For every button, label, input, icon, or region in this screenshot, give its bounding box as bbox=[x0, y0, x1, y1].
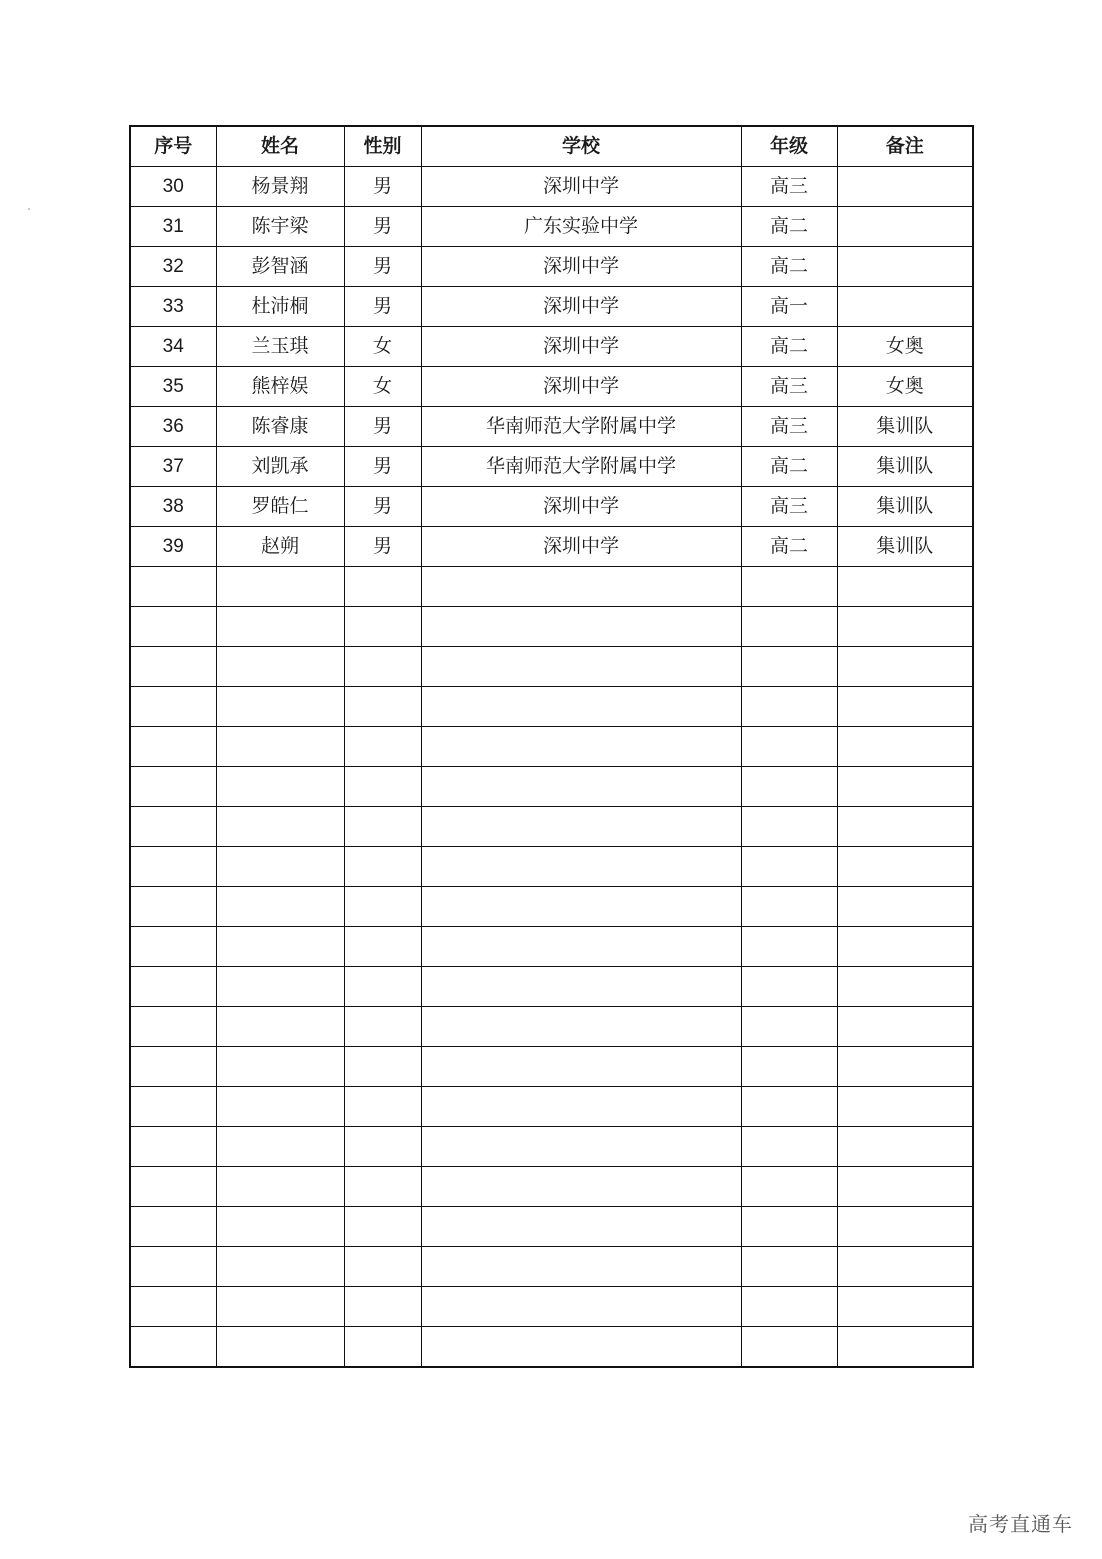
header-name: 姓名 bbox=[216, 126, 344, 167]
cell-seq: 36 bbox=[130, 407, 216, 447]
table-row bbox=[130, 1327, 973, 1368]
cell-seq bbox=[130, 807, 216, 847]
cell-grade bbox=[741, 807, 837, 847]
cell-note: 女奥 bbox=[837, 367, 973, 407]
cell-school: 深圳中学 bbox=[421, 367, 741, 407]
cell-grade: 高二 bbox=[741, 207, 837, 247]
header-gender: 性别 bbox=[344, 126, 421, 167]
cell-gender bbox=[344, 767, 421, 807]
cell-gender bbox=[344, 1327, 421, 1368]
cell-seq bbox=[130, 967, 216, 1007]
cell-school: 深圳中学 bbox=[421, 327, 741, 367]
cell-name bbox=[216, 1047, 344, 1087]
cell-school bbox=[421, 607, 741, 647]
cell-school: 华南师范大学附属中学 bbox=[421, 447, 741, 487]
cell-grade bbox=[741, 967, 837, 1007]
cell-name bbox=[216, 807, 344, 847]
cell-gender bbox=[344, 647, 421, 687]
cell-seq: 30 bbox=[130, 167, 216, 207]
cell-note bbox=[837, 1247, 973, 1287]
table-row bbox=[130, 167, 973, 207]
cell-gender: 男 bbox=[344, 207, 421, 247]
cell-note bbox=[837, 1287, 973, 1327]
cell-note bbox=[837, 1167, 973, 1207]
cell-school bbox=[421, 767, 741, 807]
cell-note bbox=[837, 727, 973, 767]
cell-school bbox=[421, 1247, 741, 1287]
cell-seq bbox=[130, 1127, 216, 1167]
table-row bbox=[130, 367, 973, 407]
cell-gender bbox=[344, 607, 421, 647]
table-row bbox=[130, 247, 973, 287]
cell-gender bbox=[344, 807, 421, 847]
cell-grade bbox=[741, 567, 837, 607]
cell-seq bbox=[130, 1287, 216, 1327]
cell-note bbox=[837, 207, 973, 247]
cell-gender: 男 bbox=[344, 247, 421, 287]
cell-seq bbox=[130, 847, 216, 887]
cell-note: 集训队 bbox=[837, 487, 973, 527]
cell-note bbox=[837, 647, 973, 687]
cell-grade bbox=[741, 1007, 837, 1047]
cell-seq bbox=[130, 1327, 216, 1368]
table-row bbox=[130, 727, 973, 767]
cell-grade: 高二 bbox=[741, 447, 837, 487]
cell-name bbox=[216, 767, 344, 807]
table-row bbox=[130, 807, 973, 847]
cell-gender bbox=[344, 967, 421, 1007]
cell-note bbox=[837, 847, 973, 887]
cell-name: 刘凯承 bbox=[216, 447, 344, 487]
table-row bbox=[130, 407, 973, 447]
cell-seq bbox=[130, 1047, 216, 1087]
header-note: 备注 bbox=[837, 126, 973, 167]
cell-seq bbox=[130, 1167, 216, 1207]
cell-gender bbox=[344, 847, 421, 887]
cell-note bbox=[837, 927, 973, 967]
cell-name bbox=[216, 647, 344, 687]
cell-name bbox=[216, 607, 344, 647]
cell-note: 集训队 bbox=[837, 407, 973, 447]
cell-note bbox=[837, 607, 973, 647]
table-row bbox=[130, 967, 973, 1007]
cell-name bbox=[216, 1207, 344, 1247]
table-row bbox=[130, 287, 973, 327]
cell-gender: 男 bbox=[344, 527, 421, 567]
cell-name: 陈睿康 bbox=[216, 407, 344, 447]
cell-name: 彭智涵 bbox=[216, 247, 344, 287]
cell-seq: 31 bbox=[130, 207, 216, 247]
cell-grade bbox=[741, 647, 837, 687]
cell-grade: 高二 bbox=[741, 327, 837, 367]
cell-note bbox=[837, 807, 973, 847]
cell-name: 陈宇梁 bbox=[216, 207, 344, 247]
cell-gender: 女 bbox=[344, 327, 421, 367]
cell-seq: 39 bbox=[130, 527, 216, 567]
cell-gender: 女 bbox=[344, 367, 421, 407]
cell-grade bbox=[741, 607, 837, 647]
cell-school bbox=[421, 847, 741, 887]
cell-school bbox=[421, 727, 741, 767]
cell-gender bbox=[344, 1127, 421, 1167]
cell-name bbox=[216, 1327, 344, 1368]
cell-note: 女奥 bbox=[837, 327, 973, 367]
watermark-text: 高考直通车 bbox=[968, 1512, 1073, 1536]
roster-sheet bbox=[129, 125, 972, 1368]
cell-gender: 男 bbox=[344, 447, 421, 487]
cell-name: 罗皓仁 bbox=[216, 487, 344, 527]
cell-grade: 高二 bbox=[741, 247, 837, 287]
cell-grade bbox=[741, 847, 837, 887]
table-row bbox=[130, 1087, 973, 1127]
cell-name bbox=[216, 1127, 344, 1167]
cell-seq bbox=[130, 927, 216, 967]
cell-name: 杨景翔 bbox=[216, 167, 344, 207]
cell-school bbox=[421, 1327, 741, 1368]
table-row bbox=[130, 1247, 973, 1287]
cell-grade: 高三 bbox=[741, 367, 837, 407]
cell-grade bbox=[741, 1087, 837, 1127]
cell-grade bbox=[741, 927, 837, 967]
scan-speck bbox=[28, 208, 30, 210]
cell-gender bbox=[344, 1167, 421, 1207]
cell-seq bbox=[130, 567, 216, 607]
cell-note bbox=[837, 967, 973, 1007]
cell-note: 集训队 bbox=[837, 527, 973, 567]
student-roster-table bbox=[129, 125, 974, 1368]
cell-seq bbox=[130, 1007, 216, 1047]
table-row bbox=[130, 927, 973, 967]
table-row bbox=[130, 607, 973, 647]
table-row bbox=[130, 847, 973, 887]
cell-school bbox=[421, 1007, 741, 1047]
cell-seq bbox=[130, 647, 216, 687]
cell-grade: 高三 bbox=[741, 487, 837, 527]
cell-seq: 33 bbox=[130, 287, 216, 327]
cell-gender bbox=[344, 567, 421, 607]
cell-name bbox=[216, 1247, 344, 1287]
cell-grade: 高二 bbox=[741, 527, 837, 567]
cell-school: 深圳中学 bbox=[421, 287, 741, 327]
cell-gender bbox=[344, 1047, 421, 1087]
cell-school bbox=[421, 687, 741, 727]
cell-gender: 男 bbox=[344, 407, 421, 447]
header-grade: 年级 bbox=[741, 126, 837, 167]
cell-grade bbox=[741, 727, 837, 767]
cell-school bbox=[421, 647, 741, 687]
cell-name bbox=[216, 1087, 344, 1127]
table-row bbox=[130, 1127, 973, 1167]
table-row bbox=[130, 687, 973, 727]
cell-school bbox=[421, 927, 741, 967]
cell-grade bbox=[741, 1247, 837, 1287]
cell-gender bbox=[344, 1087, 421, 1127]
table-row bbox=[130, 1167, 973, 1207]
cell-note bbox=[837, 287, 973, 327]
cell-school bbox=[421, 1167, 741, 1207]
cell-seq bbox=[130, 687, 216, 727]
cell-school: 深圳中学 bbox=[421, 247, 741, 287]
cell-seq bbox=[130, 607, 216, 647]
table-row bbox=[130, 1207, 973, 1247]
cell-grade bbox=[741, 1127, 837, 1167]
cell-grade bbox=[741, 1327, 837, 1368]
cell-note bbox=[837, 1087, 973, 1127]
cell-school bbox=[421, 887, 741, 927]
header-seq: 序号 bbox=[130, 126, 216, 167]
table-row bbox=[130, 327, 973, 367]
cell-seq bbox=[130, 1247, 216, 1287]
cell-gender: 男 bbox=[344, 167, 421, 207]
cell-gender bbox=[344, 1007, 421, 1047]
cell-grade bbox=[741, 1047, 837, 1087]
table-row bbox=[130, 1007, 973, 1047]
cell-school: 深圳中学 bbox=[421, 527, 741, 567]
table-row bbox=[130, 527, 973, 567]
table-row bbox=[130, 447, 973, 487]
cell-name: 熊梓娱 bbox=[216, 367, 344, 407]
cell-gender bbox=[344, 687, 421, 727]
cell-seq bbox=[130, 1087, 216, 1127]
cell-note bbox=[837, 767, 973, 807]
cell-name: 兰玉琪 bbox=[216, 327, 344, 367]
cell-school bbox=[421, 1127, 741, 1167]
cell-grade bbox=[741, 887, 837, 927]
cell-gender bbox=[344, 927, 421, 967]
header-row bbox=[130, 126, 973, 167]
cell-seq: 35 bbox=[130, 367, 216, 407]
cell-note bbox=[837, 1207, 973, 1247]
table-row bbox=[130, 887, 973, 927]
cell-note bbox=[837, 167, 973, 207]
cell-seq: 38 bbox=[130, 487, 216, 527]
table-row bbox=[130, 207, 973, 247]
cell-grade: 高三 bbox=[741, 407, 837, 447]
cell-grade bbox=[741, 1207, 837, 1247]
table-row bbox=[130, 487, 973, 527]
cell-grade bbox=[741, 767, 837, 807]
cell-seq bbox=[130, 727, 216, 767]
cell-note: 集训队 bbox=[837, 447, 973, 487]
cell-gender: 男 bbox=[344, 487, 421, 527]
cell-school: 深圳中学 bbox=[421, 487, 741, 527]
cell-name bbox=[216, 927, 344, 967]
cell-name: 赵朔 bbox=[216, 527, 344, 567]
cell-note bbox=[837, 1327, 973, 1368]
cell-school bbox=[421, 1047, 741, 1087]
cell-grade bbox=[741, 1167, 837, 1207]
cell-seq bbox=[130, 767, 216, 807]
cell-school bbox=[421, 807, 741, 847]
cell-school bbox=[421, 1087, 741, 1127]
table-row bbox=[130, 647, 973, 687]
cell-grade: 高三 bbox=[741, 167, 837, 207]
cell-school bbox=[421, 1207, 741, 1247]
header-school: 学校 bbox=[421, 126, 741, 167]
cell-school: 华南师范大学附属中学 bbox=[421, 407, 741, 447]
cell-school: 广东实验中学 bbox=[421, 207, 741, 247]
cell-seq bbox=[130, 1207, 216, 1247]
cell-gender: 男 bbox=[344, 287, 421, 327]
cell-note bbox=[837, 247, 973, 287]
cell-name: 杜沛桐 bbox=[216, 287, 344, 327]
cell-name bbox=[216, 1007, 344, 1047]
cell-school bbox=[421, 567, 741, 607]
cell-name bbox=[216, 567, 344, 607]
cell-note bbox=[837, 1127, 973, 1167]
cell-gender bbox=[344, 1207, 421, 1247]
cell-grade: 高一 bbox=[741, 287, 837, 327]
cell-name bbox=[216, 847, 344, 887]
cell-name bbox=[216, 727, 344, 767]
cell-school bbox=[421, 1287, 741, 1327]
cell-gender bbox=[344, 1287, 421, 1327]
cell-seq bbox=[130, 887, 216, 927]
cell-name bbox=[216, 967, 344, 1007]
cell-school bbox=[421, 967, 741, 1007]
cell-grade bbox=[741, 1287, 837, 1327]
cell-seq: 32 bbox=[130, 247, 216, 287]
table-row bbox=[130, 1047, 973, 1087]
cell-seq: 37 bbox=[130, 447, 216, 487]
cell-gender bbox=[344, 727, 421, 767]
cell-note bbox=[837, 687, 973, 727]
table-row bbox=[130, 567, 973, 607]
cell-name bbox=[216, 1167, 344, 1207]
cell-school: 深圳中学 bbox=[421, 167, 741, 207]
cell-gender bbox=[344, 1247, 421, 1287]
cell-note bbox=[837, 1007, 973, 1047]
cell-seq: 34 bbox=[130, 327, 216, 367]
cell-name bbox=[216, 1287, 344, 1327]
cell-note bbox=[837, 887, 973, 927]
cell-note bbox=[837, 567, 973, 607]
roster-body bbox=[130, 167, 973, 1368]
cell-gender bbox=[344, 887, 421, 927]
cell-name bbox=[216, 887, 344, 927]
table-row bbox=[130, 1287, 973, 1327]
table-row bbox=[130, 767, 973, 807]
cell-name bbox=[216, 687, 344, 727]
cell-note bbox=[837, 1047, 973, 1087]
cell-grade bbox=[741, 687, 837, 727]
